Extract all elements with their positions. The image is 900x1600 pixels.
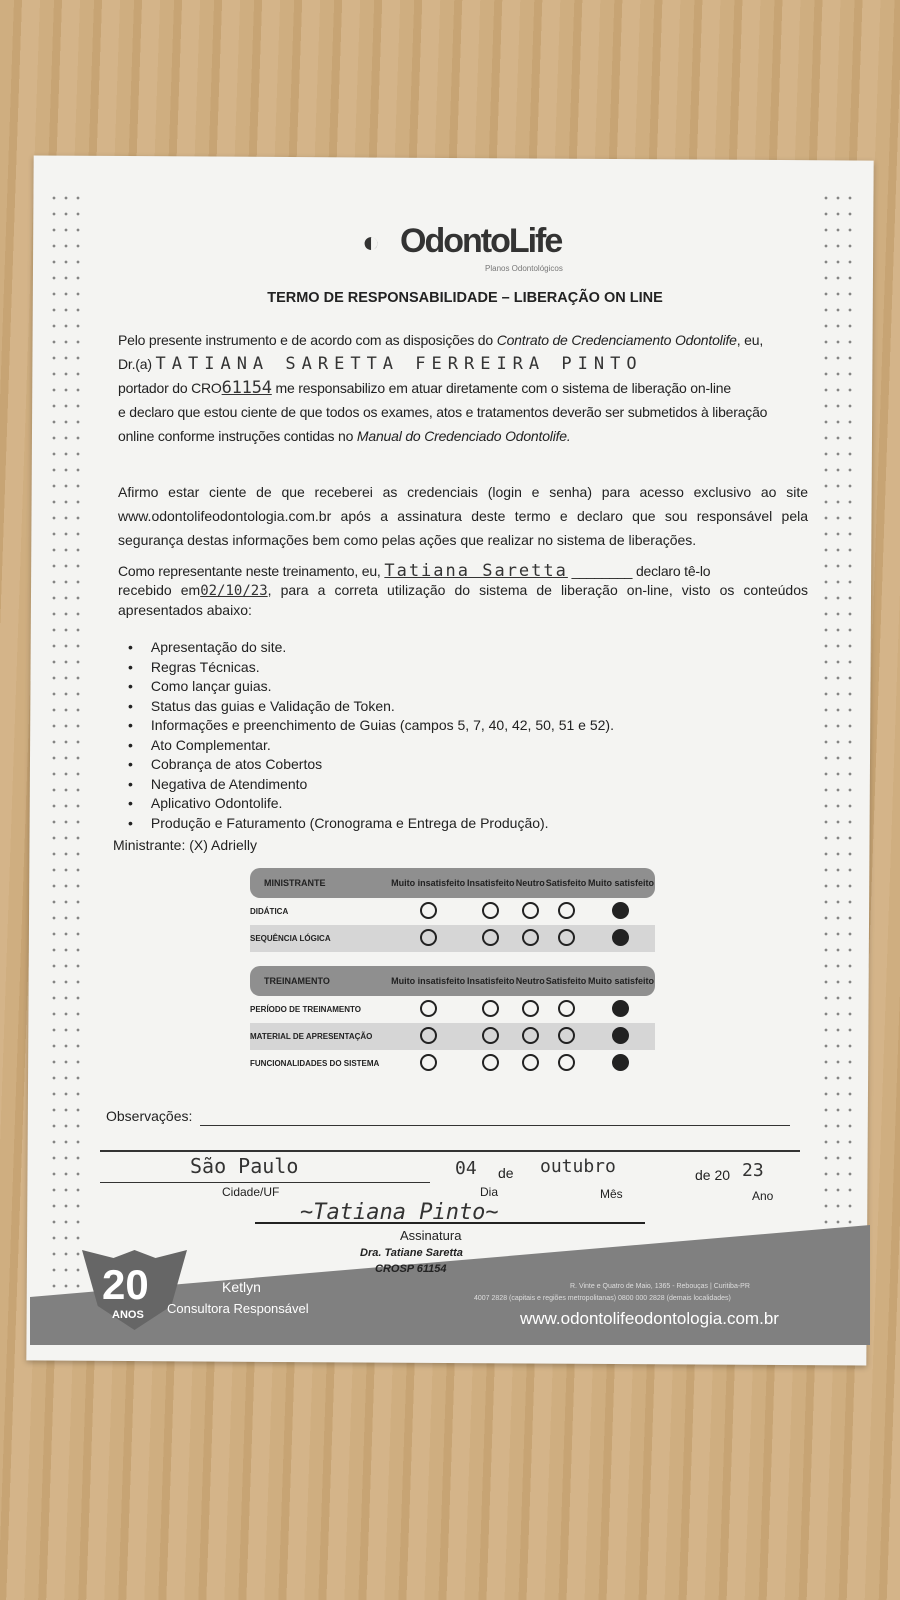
rating-radio-selected[interactable] [612, 1054, 629, 1071]
rating-radio[interactable] [420, 1054, 437, 1071]
rating-radio[interactable] [420, 1027, 437, 1044]
signature-label: Assinatura [400, 1228, 462, 1243]
rating-cell [515, 996, 545, 1023]
rating-radio[interactable] [482, 1027, 499, 1044]
website-link[interactable]: www.odontolifeodontologia.com.br [520, 1309, 779, 1328]
address: R. Vinte e Quatro de Maio, 1365 - Rebouças | Curitiba-PR [570, 1283, 750, 1290]
scale-header: Muito insatisfeito [390, 966, 466, 996]
rating-radio[interactable] [522, 1054, 539, 1071]
rating-cell [587, 898, 655, 925]
criterion-label: SEQUÊNCIA LÓGICA [250, 925, 390, 952]
text: declaro tê-lo [635, 563, 711, 579]
scale-header: Satisfeito [545, 868, 587, 898]
scale-header: Muito insatisfeito [390, 868, 466, 898]
rating-radio[interactable] [482, 929, 499, 946]
rating-cell [515, 1050, 545, 1077]
table-header [250, 868, 655, 898]
text: Pelo presente instrumento e de acordo com as disposições do [118, 332, 493, 348]
scale-header: Insatisfeito [466, 966, 515, 996]
rating-radio[interactable] [482, 902, 499, 919]
observations-label: Observações: [106, 1108, 193, 1124]
rating-cell [515, 898, 545, 925]
rating-radio[interactable] [558, 1027, 575, 1044]
rating-radio-selected[interactable] [612, 1027, 629, 1044]
city-handwritten: São Paulo [190, 1154, 299, 1178]
table-row [250, 1023, 655, 1050]
rating-radio[interactable] [420, 929, 437, 946]
ministrante-name: Adrielly [211, 837, 257, 853]
rating-cell [515, 1023, 545, 1050]
rating-radio[interactable] [482, 1054, 499, 1071]
table-header [250, 966, 655, 996]
rating-cell [390, 925, 466, 952]
text: , para a correta utilização do sistema de liberação on-line, visto os conteúdos apresentados abaixo: [118, 582, 808, 618]
criterion-label: FUNCIONALIDADES DO SISTEMA [250, 1059, 380, 1068]
year-label: Ano [752, 1189, 774, 1203]
table-row [250, 925, 655, 952]
city-line [100, 1182, 430, 1183]
rating-radio[interactable] [522, 929, 539, 946]
logo-icon: ◐ [362, 226, 381, 259]
rating-radio[interactable] [420, 902, 437, 919]
list-item: • Aplicativo Odontolife. [128, 794, 614, 814]
rating-cell [466, 1050, 515, 1077]
rating-cell [466, 925, 515, 952]
list-item: • Informações e preenchimento de Guias (campos 5, 7, 40, 42, 50, 51 e 52). [128, 716, 614, 736]
rating-radio[interactable] [522, 902, 539, 919]
received-date-handwritten: 02/10/23 [200, 583, 268, 599]
rating-cell [545, 1050, 587, 1077]
cro-handwritten: 61154 [221, 378, 272, 398]
manual-name: Manual do Credenciado Odontolife. [356, 428, 571, 444]
rating-cell [587, 1023, 655, 1050]
rating-cell [545, 925, 587, 952]
rating-cell [466, 898, 515, 925]
rating-radio[interactable] [522, 1000, 539, 1017]
rating-cell [545, 996, 587, 1023]
list-item: • Produção e Faturamento (Cronograma e Entrega de Produção). [128, 814, 614, 834]
list-item: • Apresentação do site. [128, 638, 614, 658]
section-header: MINISTRANTE [250, 868, 390, 898]
text: Como representante neste treinamento, eu, [118, 563, 381, 579]
criterion-label: MATERIAL DE APRESENTAÇÃO [250, 1023, 390, 1050]
de-text: de [498, 1165, 514, 1181]
text: , eu, [736, 332, 764, 348]
list-item: • Negativa de Atendimento [128, 775, 614, 795]
scale-header: Neutro [515, 966, 545, 996]
text: recebido em [118, 582, 201, 598]
day-handwritten: 04 [455, 1158, 477, 1179]
rating-cell [390, 1023, 466, 1050]
ministrante [113, 837, 257, 853]
logo: OdontoLife [400, 222, 562, 260]
rating-cell [587, 925, 655, 952]
list-item: • Como lançar guias. [128, 677, 614, 697]
rating-cell [515, 925, 545, 952]
observations-line [200, 1125, 790, 1126]
topics-list [128, 638, 614, 833]
phones: 4007 2828 (capitais e regiões metropolitanas) 0800 000 2828 (demais localidades) [474, 1295, 731, 1302]
document-title: TERMO DE RESPONSABILIDADE – LIBERAÇÃO ON LINE [267, 290, 663, 306]
text: me responsabilizo em atuar diretamente com o sistema de liberação on-line [275, 380, 731, 396]
city-label: Cidade/UF [222, 1185, 280, 1199]
rating-table-ministrante [250, 868, 655, 952]
list-item: • Status das guias e Validação de Token. [128, 697, 614, 717]
rating-radio[interactable] [558, 1000, 575, 1017]
stamp-cro: CROSP 61154 [375, 1263, 447, 1275]
table-row [250, 996, 655, 1023]
stamp-name: Dra. Tatiane Saretta [360, 1247, 463, 1259]
rating-table-treinamento [250, 966, 655, 1077]
rating-cell [587, 996, 655, 1023]
dot-border-right [820, 190, 860, 1240]
list-item: • Cobrança de atos Cobertos [128, 755, 614, 775]
rating-radio[interactable] [522, 1027, 539, 1044]
consultant-role: Consultora Responsável [167, 1301, 309, 1316]
badge-number: 20 [102, 1261, 149, 1308]
badge-sub: ANOS [112, 1309, 144, 1321]
signature-handwritten: ~Tatiana Pinto~ [300, 1200, 499, 1225]
rating-radio-selected[interactable] [612, 1000, 629, 1017]
signature-line [255, 1222, 645, 1224]
text: portador do CRO [118, 380, 222, 396]
ministrante-label: Ministrante: [113, 837, 186, 853]
list-item: • Ato Complementar. [128, 736, 614, 756]
day-label: Dia [480, 1185, 499, 1199]
scale-header: Neutro [515, 868, 545, 898]
rating-radio-selected[interactable] [612, 929, 629, 946]
paragraph-1 [118, 328, 808, 448]
table-row [250, 1050, 655, 1077]
month-label: Mês [600, 1187, 623, 1201]
scale-header: Muito satisfeito [587, 966, 655, 996]
section-header: TREINAMENTO [250, 966, 390, 996]
rating-radio-selected[interactable] [612, 902, 629, 919]
rating-radio[interactable] [420, 1000, 437, 1017]
dr-name-handwritten: TATIANA SARETTA FERREIRA PINTO [155, 354, 643, 374]
month-handwritten: outubro [540, 1156, 616, 1177]
rating-radio[interactable] [558, 902, 575, 919]
consultant-name: Ketlyn [222, 1279, 261, 1295]
rating-cell [545, 1023, 587, 1050]
scale-header: Insatisfeito [466, 868, 515, 898]
rating-cell [390, 996, 466, 1023]
rating-cell [390, 1050, 466, 1077]
dot-border-left [48, 190, 88, 1290]
rating-radio[interactable] [558, 929, 575, 946]
criterion-label: PERÍODO DE TREINAMENTO [250, 1005, 361, 1014]
rating-cell [466, 996, 515, 1023]
contract-name: Contrato de Credenciamento Odontolife [496, 332, 737, 348]
table-row [250, 898, 655, 925]
representative-name-handwritten: Tatiana Saretta [384, 561, 568, 581]
scale-header: Satisfeito [545, 966, 587, 996]
rating-cell [390, 898, 466, 925]
rating-cell [545, 898, 587, 925]
scale-header: Muito satisfeito [587, 868, 655, 898]
rating-cell [466, 1023, 515, 1050]
ministrante-mark: (X) [189, 837, 208, 853]
rating-radio[interactable] [482, 1000, 499, 1017]
dr-label: Dr.(a) [118, 356, 152, 372]
year-prefix: de 20 [695, 1167, 731, 1183]
paragraph-2: Afirmo estar ciente de que receberei as credenciais (login e senha) para acesso exclusivo ao site www.odontolifeodontologia.com.br após a assinatura deste termo e declaro que sou responsável pela segurança destas informações bem como pelas ações que realizar no sistema de liberações. [118, 484, 808, 548]
observations-line [100, 1150, 800, 1152]
year-handwritten: 23 [742, 1160, 764, 1181]
text: online conforme instruções contidas no [118, 428, 354, 444]
criterion-label: DIDÁTICA [250, 907, 289, 916]
list-item: • Regras Técnicas. [128, 658, 614, 678]
rating-radio[interactable] [558, 1054, 575, 1071]
logo-tagline: Planos Odontológicos [485, 264, 563, 273]
paragraph-3: Como representante neste treinamento, eu, Tatiana Saretta ________ declaro tê-lo recebido em02/10/23, para a correta utilização do sistema de liberação on-line, visto os conteúdos apresentados abaixo: [118, 561, 808, 618]
text: e declaro que estou ciente de que todos os exames, atos e tratamentos deverão ser submetidos à liberação [118, 404, 768, 420]
rating-cell [587, 1050, 655, 1077]
